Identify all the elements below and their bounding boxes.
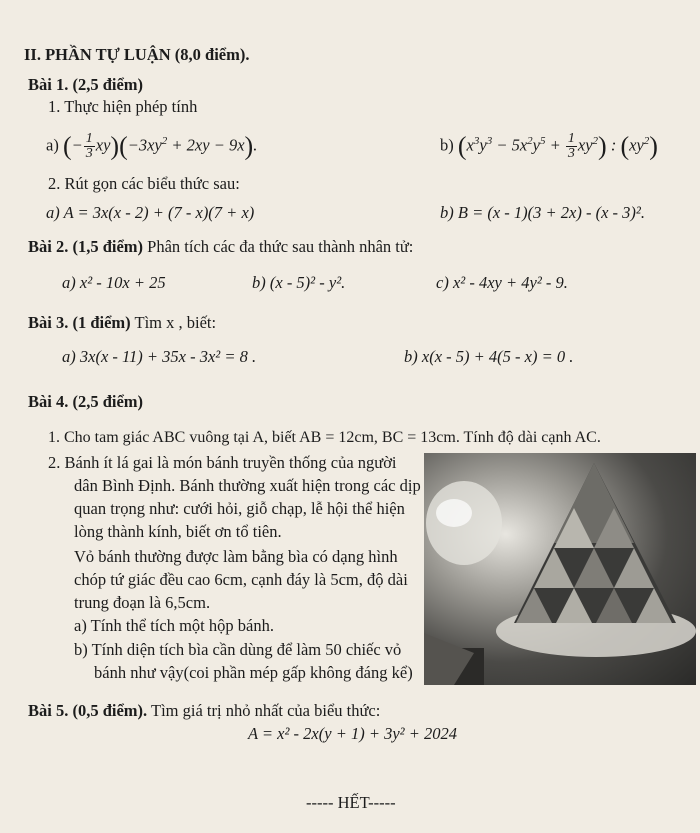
bai3-title: Bài 3. (1 điểm) [28, 313, 131, 332]
bai4-q2-line-7: a) Tính thể tích một hộp bánh. [74, 616, 274, 635]
bai3-intro: Tìm x , biết: [134, 313, 217, 332]
footer-end: ----- HẾT----- [306, 793, 396, 812]
bai1-q2-label: 2. Rút gọn các biểu thức sau: [48, 174, 240, 193]
bai1-q1a-fraction: $\frac{1}{3}$ [85, 131, 93, 162]
bai1-q1a: a) (− $\frac{1}{3}$ $xy)(-3xy^2 + 2xy - 9x)$. [46, 131, 258, 162]
bai5-expr: A = x² - 2x(y + 1) + 3y² + 2024 [248, 724, 457, 743]
bai4-q1: 1. Cho tam giác ABC vuông tại A, biết AB = 12cm, BC = 13cm. Tính độ dài cạnh AC. [48, 429, 601, 446]
bai1-q2a: a) A = 3x(x - 2) + (7 - x)(7 + x) [46, 203, 255, 222]
bai4-q2-line-6: trung đoạn là 6,5cm. [74, 593, 211, 612]
bai2-intro: Phân tích các đa thức sau thành nhân tử: [147, 237, 414, 256]
bai4-q2-line-5: chóp tứ giác đều cao 6cm, cạnh đáy là 5cm, độ dài [74, 570, 408, 589]
bai2-title: Bài 2. (1,5 điểm) [28, 237, 144, 256]
bai3-line [28, 312, 216, 334]
bai5-line [28, 700, 380, 722]
section-title: II. PHẦN TỰ LUẬN (8,0 điểm). [24, 45, 250, 64]
bai1-q1-label: 1. Thực hiện phép tính [48, 97, 198, 116]
bai5-title: Bài 5. (0,5 điểm). [28, 701, 148, 720]
bai4-q2-line-9: bánh như vậy(coi phần mép gấp không đáng kể) [94, 663, 413, 682]
banh-it-photo [424, 453, 696, 685]
bai1-q2b: b) B = (x - 1)(3 + 2x) - (x - 3)². [440, 203, 645, 222]
bai2-a: a) x² - 10x + 25 [62, 273, 166, 292]
bai1-title: Bài 1. (2,5 điểm) [28, 75, 144, 94]
bai3-b: b) x(x - 5) + 4(5 - x) = 0 . [404, 347, 574, 366]
bai4-title: Bài 4. (2,5 điểm) [28, 392, 144, 411]
bai1-q1a-label: a) [46, 135, 59, 155]
bai4-q2-line-3: lòng thành kính, biết ơn tổ tiên. [74, 522, 282, 541]
bai4-q2-line-2: quan trọng như: cưới hỏi, giỗ chạp, lễ hội thể hiện [74, 499, 405, 518]
bai5-intro: Tìm giá trị nhỏ nhất của biểu thức: [151, 701, 381, 720]
bai1-q1b-label: b) [440, 135, 454, 155]
bai2-line [28, 236, 413, 258]
bai4-q2-line-1: dân Bình Định. Bánh thường xuất hiện trong các dịp [74, 476, 421, 495]
bai1-q1b: b) ($x^3y^3 - 5x^2y^5$ + $\frac{1}{3}$ $xy^2$) : $(xy^2)$ [440, 131, 658, 162]
bai2-b: b) (x - 5)² - y². [252, 273, 346, 292]
bai3-a: a) 3x(x - 11) + 35x - 3x² = 8 . [62, 347, 257, 366]
banh-it-pyramid-illustration [424, 453, 696, 685]
bai4-q2-line-4: Vỏ bánh thường được làm bằng bìa có dạng hình [74, 547, 398, 566]
bai4-q2-line-8: b) Tính diện tích bìa cần dùng để làm 50 chiếc vỏ [74, 640, 402, 659]
bai2-c: c) x² - 4xy + 4y² - 9. [436, 273, 568, 292]
bai4-q2-line-0: 2. Bánh ít lá gai là món bánh truyền thống của người [48, 453, 397, 472]
